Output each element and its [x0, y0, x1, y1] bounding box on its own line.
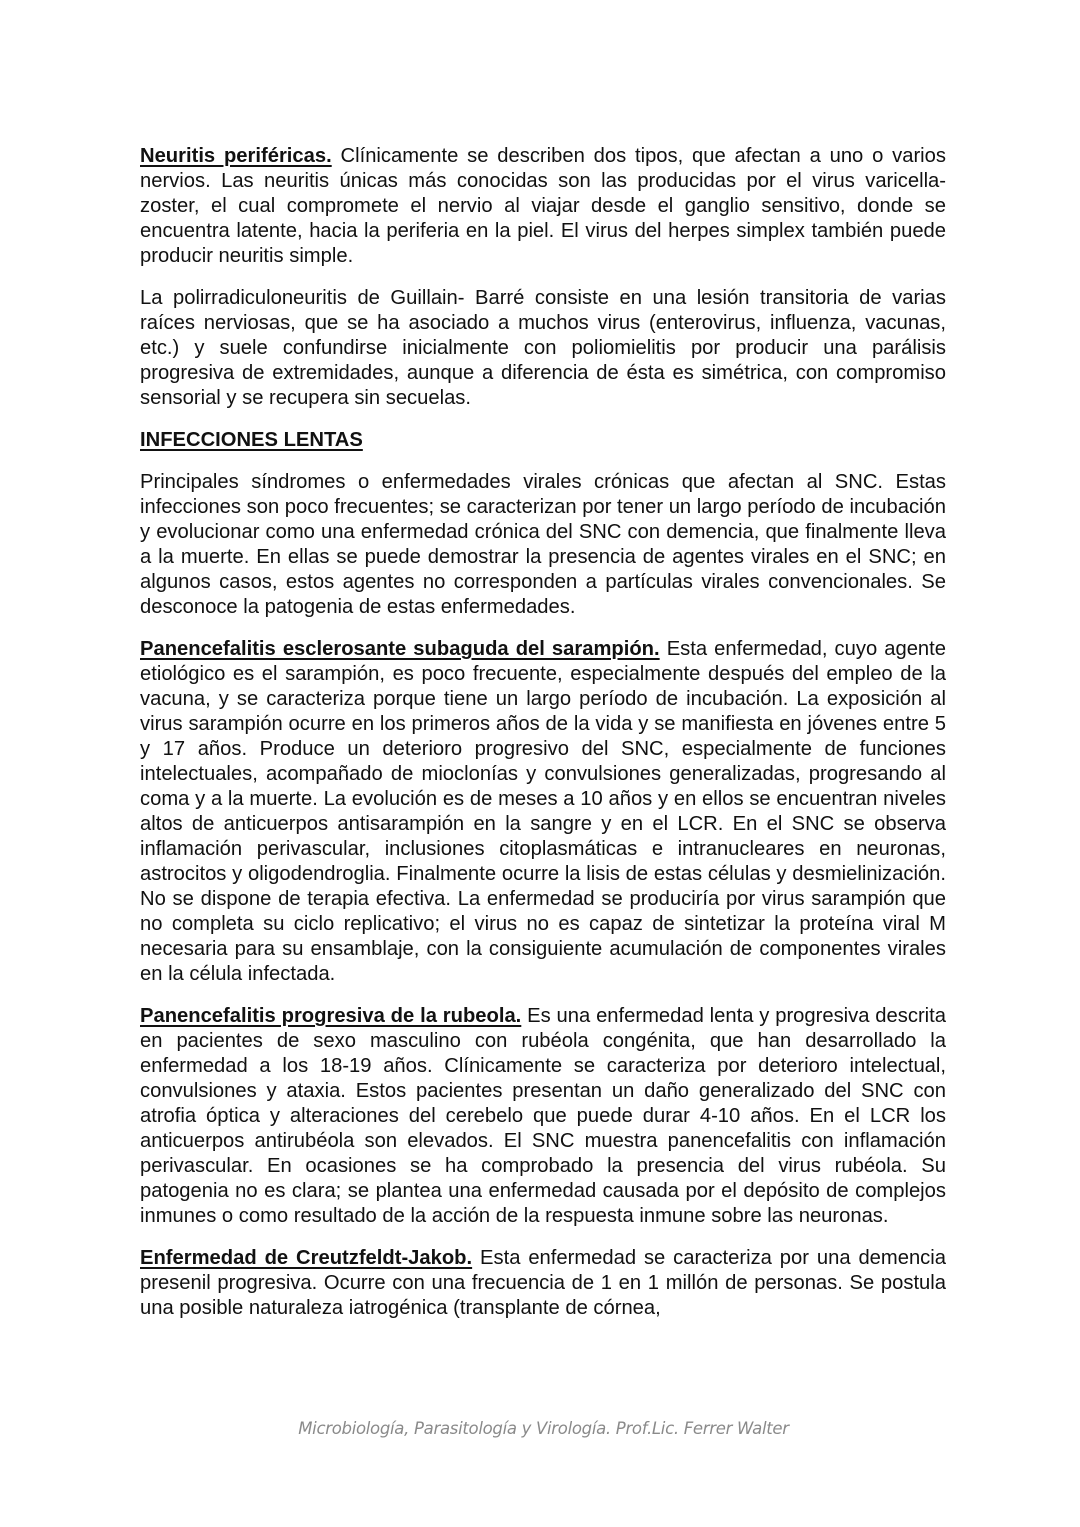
- paragraph-text: Esta enfermedad se caracteriza por una demencia presenil progresiva. Ocurre con una frecuencia de 1 en 1 millón de personas. Se postula una posible naturaleza iatrogénica (transplante de córnea,: [140, 1247, 946, 1319]
- paragraph-text: Esta enfermedad, cuyo agente etiológico es el sarampión, es poco frecuente, especialmente después del empleo de la vacuna, y se caracteriza porque tiene un largo período de incubación. La exposición al virus sarampión ocurre en los primeros años de la vida y se manifiesta en jóvenes entre 5 y 17 años. Produce un deterioro progresivo del SNC, especialmente de funciones intelectuales, acompañado de mioclonías y convulsiones generalizadas, progresando al coma y a la muerte. La evolución es de meses a 10 años y en ellos se encuentran niveles altos de anticuerpos antisarampión en la sangre y en el LCR. En el SNC se observa inflamación perivascular, inclusiones citoplasmáticas e intranucleares en neuronas, astrocitos y oligodendroglia. Finalmente ocurre la lisis de estas células y desmielinización. No se dispone de terapia efectiva. La enfermedad se produciría por virus sarampión que no completa su ciclo replicativo; el virus no es capaz de sintetizar la proteína viral M necesaria para su ensamblaje, con la consiguiente acumulación de componentes virales en la célula infectada.: [140, 638, 946, 985]
- paragraph-panencefalitis-rubeola: [140, 1004, 946, 1229]
- paragraph-guillain-barre: [140, 286, 946, 411]
- paragraph-lead: Panencefalitis esclerosante subaguda del sarampión.: [140, 638, 660, 660]
- paragraph-text: Principales síndromes o enfermedades virales crónicas que afectan al SNC. Estas infecciones son poco frecuentes; se caracterizan por tener un largo período de incubación y evolucionar como una enfermedad crónica del SNC con demencia, que finalmente lleva a la muerte. En ellas se puede demostrar la presencia de agentes virales en el SNC; en algunos casos, estos agentes no corresponden a partículas virales convencionales. Se desconoce la patogenia de estas enfermedades.: [140, 471, 946, 618]
- paragraph-neuritis-perifericas: [140, 144, 946, 269]
- page-footer: Microbiología, Parasitología y Virología. Prof.Lic. Ferrer Walter: [298, 1419, 789, 1438]
- paragraph-text: Clínicamente se describen dos tipos, que afectan a uno o varios nervios. Las neuritis únicas más conocidas son las producidas por el virus varicella-zoster, el cual compromete el nervio al viajar desde el ganglio sensitivo, donde se encuentra latente, hacia la periferia en la piel. El virus del herpes simplex también puede producir neuritis simple.: [140, 145, 946, 267]
- paragraph-lead: Neuritis periféricas.: [140, 145, 332, 167]
- paragraph-lead: Enfermedad de Creutzfeldt-Jakob.: [140, 1247, 473, 1269]
- section-heading: INFECCIONES LENTAS: [140, 429, 363, 451]
- paragraph-lead: Panencefalitis progresiva de la rubeola.: [140, 1005, 522, 1027]
- paragraph-text: Es una enfermedad lenta y progresiva descrita en pacientes de sexo masculino con rubéola congénita, que han desarrollado la enfermedad a los 18-19 años. Clínicamente se caracteriza por deterioro intelectual, convulsiones y ataxia. Estos pacientes presentan un daño generalizado del SNC con atrofia óptica y alteraciones del cerebelo que puede durar 4-10 años. En el LCR los anticuerpos antirubéola son elevados. El SNC muestra panencefalitis con inflamación perivascular. En ocasiones se ha comprobado la presencia del virus rubéola. Su patogenia no es clara; se plantea una enfermedad causada por el depósito de complejos inmunes o como resultado de la acción de la respuesta inmune sobre las neuronas.: [140, 1005, 946, 1227]
- paragraph-infecciones-lentas-intro: [140, 470, 946, 620]
- paragraph-creutzfeldt-jakob: [140, 1246, 946, 1321]
- paragraph-panencefalitis-sarampion: [140, 637, 946, 987]
- document-body: [140, 144, 946, 1338]
- paragraph-text: La polirradiculoneuritis de Guillain- Barré consiste en una lesión transitoria de varias raíces nerviosas, que se ha asociado a muchos virus (enterovirus, influenza, vacunas, etc.) y suele confundirse inicialmente con poliomielitis por producir una parálisis progresiva de extremidades, aunque a diferencia de ésta es simétrica, con compromiso sensorial y se recupera sin secuelas.: [140, 287, 946, 409]
